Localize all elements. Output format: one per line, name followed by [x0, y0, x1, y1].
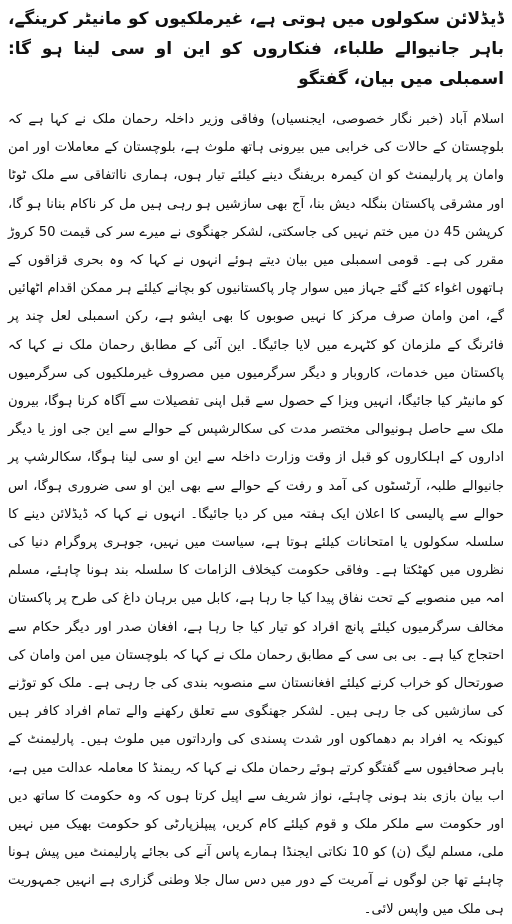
news-article — [6, 4, 506, 924]
article-body: اسلام آباد (خبر نگار خصوصی، ایجنسیاں) وفاقی وزیر داخلہ رحمان ملک نے کہا ہے کہ بلوچستان کے حالات کی خرابی میں بیرونی ہاتھ ملوث ہے، بلوچستان کے معاملات اور امن وامان پر پارلیمنٹ کو ان کیمرہ بریفنگ دینے کیلئے تیار ہوں، ہماری نااتفاقی سے ملک ٹوٹا اور مشرقی پاکستان بنگلہ دیش بنا، آج بھی سازشیں ہو رہی ہیں مل کر ناکام بنانا ہو گا، کرپشن 45 دن میں ختم نہیں کی جاسکتی، لشکر جھنگوی نے میرے سر کی قیمت 50 کروڑ مقرر کی ہے۔ قومی اسمبلی میں بیان دیتے ہوئے انہوں نے کہا کہ وہ بحری قزاقوں کے ہاتھوں اغواء کئے گئے جہاز میں سوار چار پاکستانیوں کو بچانے کیلئے ہر ممکن اقدام اٹھائیں گے، امن وامان صرف مرکز کا نہیں صوبوں کا بھی ایشو ہے، رکن اسمبلی لعل چند پر فائرنگ کے ملزمان کو کٹہرے میں لایا جائیگا۔ این آئی کے مطابق رحمان ملک نے کہا کہ پاکستان میں خدمات، کاروبار و دیگر سرگرمیوں میں مصروف غیرملکیوں کی سرگرمیوں کو مانیٹر کیا جائیگا، انہیں ویزا کے حصول سے قبل اپنی تفصیلات سے آگاہ کرنا ہوگا، بیرون ملک سے حاصل ہونیوالی مختصر مدت کی سکالرشپس کے حوالے سے این جی اوز یا دیگر اداروں کے اہلکاروں کو قبل از وقت وزارت داخلہ سے این او سی لینا ہوگا، سکالرشپ پر جانیوالے طلبہ، آرٹسٹوں کی آمد و رفت کے حوالے سے بھی این او سی ضروری ہوگا، اس حوالے سے پالیسی کا اعلان ایک ہفتہ میں کر دیا جائیگا۔ انہوں نے کہا کہ ڈیڈلائن دینے کا سلسلہ سکولوں یا امتحانات کیلئے ہوتا ہے، سیاست میں نہیں، جوہری پروگرام دنیا کی نظروں میں کھٹکتا ہے۔ وفاقی حکومت کیخلاف الزامات کا سلسلہ بند ہونا چاہئے، مسلم امہ میں منصوبے کے تحت نفاق پیدا کیا جا رہا ہے، کابل میں برہان داغ کی طرح پر پاکستان مخالف سرگرمیوں کیلئے پانچ افراد کو تیار کیا جا رہا ہے، افغان صدر اور دیگر حکام سے احتجاج کیا ہے۔ بی بی سی کے مطابق رحمان ملک نے کہا کہ بلوچستان میں امن وامان کی صورتحال کو خراب کرنے کیلئے افغانستان سے منصوبہ بندی کی جا رہی ہے۔ ملک کو توڑنے کی سازشیں کی جا رہی ہیں۔ لشکر جھنگوی سے تعلق رکھنے والے تمام افراد کافر ہیں کیونکہ یہ افراد بم دھماکوں اور شدت پسندی کی وارداتوں میں ملوث ہیں۔ پارلیمنٹ کے باہر صحافیوں سے گفتگو کرتے ہوئے رحمان ملک نے کہا کہ ریمنڈ کا معاملہ عدالت میں ہے، اب بیان بازی بند ہونی چاہئے، نواز شریف سے اپیل کرتا ہوں کہ وہ حکومت کا ساتھ دیں اور حکومت سے ملکر ملک و قوم کیلئے کام کریں، پیپلزپارٹی کو حکومت بھیک میں نہیں ملی، مسلم لیگ (ن) کو 10 نکاتی ایجنڈا ہمارے پاس آنے کی بجائے پارلیمنٹ میں پیش ہونا چاہئے تھا جن لوگوں نے آمریت کے دور میں دس سال جلا وطنی گزاری ہے انہیں جمہوریت ہی ملک میں واپس لائی۔ — [8, 112, 504, 917]
article-headline: ڈیڈلائن سکولوں میں ہوتی ہے، غیرملکیوں کو مانیٹر کرینگے، باہر جانیوالے طلباء، فنکاروں کو این او سی لینا ہو گا: اسمبلی میں بیان، گفتگو — [8, 9, 504, 89]
